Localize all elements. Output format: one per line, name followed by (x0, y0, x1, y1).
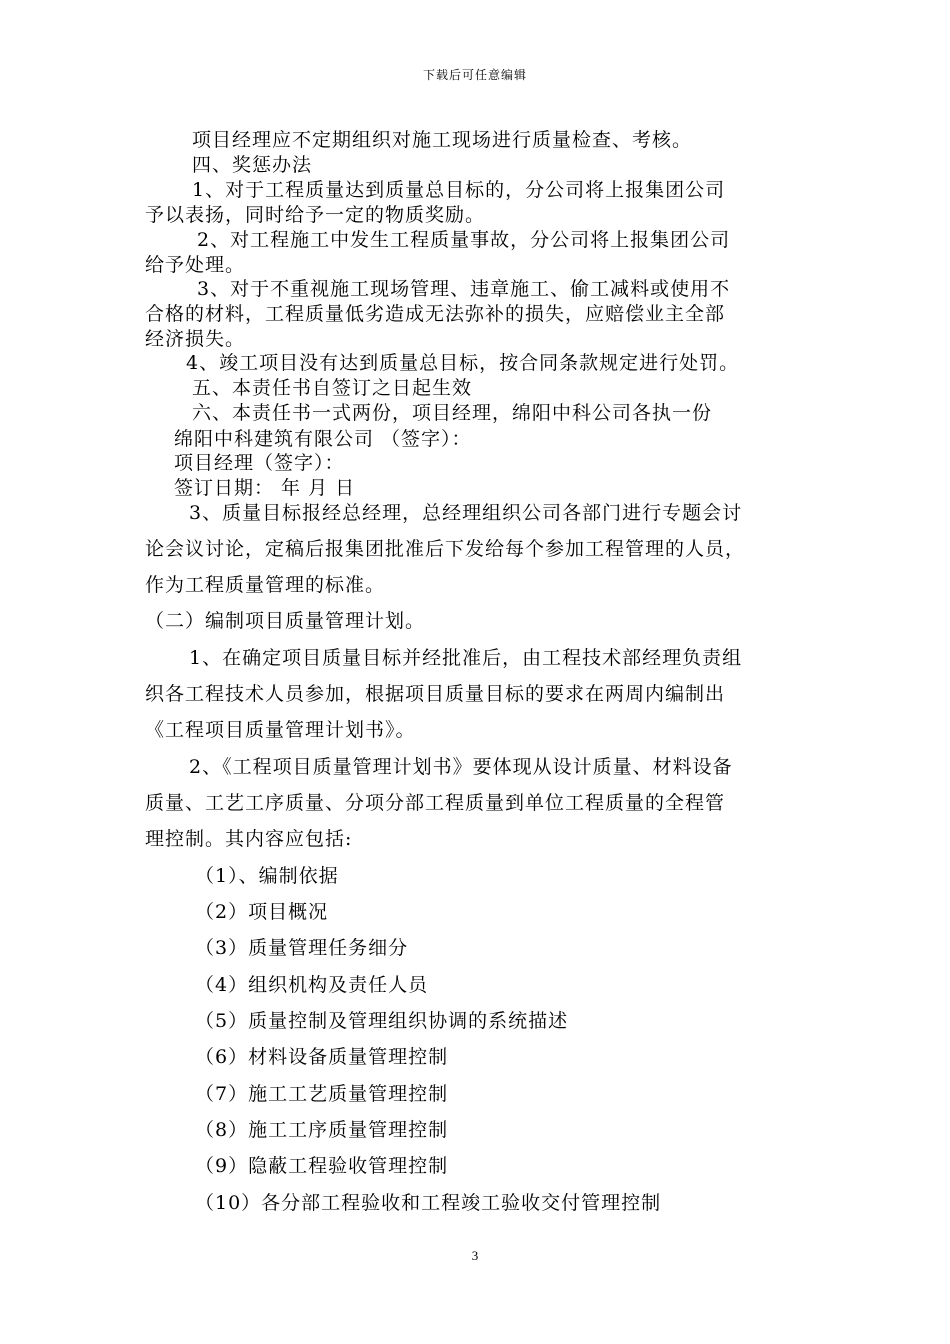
text-line: 予以表扬，同时给予一定的物质奖励。 (145, 204, 486, 226)
list-item: （9）隐蔽工程验收管理控制 (195, 1155, 449, 1177)
list-item: （1）、编制依据 (195, 865, 339, 887)
text-line: 2、对工程施工中发生工程质量事故，分公司将上报集团公司 (197, 229, 731, 251)
section-heading: 四、奖惩办法 (192, 154, 313, 176)
text-line: 《工程项目质量管理计划书》。 (145, 719, 416, 741)
list-item: （6）材料设备质量管理控制 (195, 1046, 449, 1068)
text-line: 2、《工程项目质量管理计划书》要体现从设计质量、材料设备 (189, 756, 733, 778)
text-line: 织各工程技术人员参加，根据项目质量目标的要求在两周内编制出 (145, 683, 726, 705)
text-line: 论会议讨论，定稿后报集团批准后下发给每个参加工程管理的人员， (145, 538, 746, 560)
page-header: 下载后可任意编辑 (422, 68, 527, 82)
signature-date: 签订日期： 年 月 日 (174, 477, 356, 499)
text-line: 1、在确定项目质量目标并经批准后，由工程技术部经理负责组 (189, 647, 743, 669)
list-item: （10）各分部工程验收和工程竣工验收交付管理控制 (195, 1192, 662, 1214)
text-line: 项目经理应不定期组织对施工现场进行质量检查、考核。 (192, 129, 693, 151)
page-number: 3 (471, 1248, 479, 1263)
text-line: 3、对于不重视施工现场管理、违章施工、偷工减料或使用不 (197, 278, 731, 300)
section-heading: （二）编制项目质量管理计划。 (145, 610, 426, 632)
list-item: （8）施工工序质量管理控制 (195, 1119, 449, 1141)
list-item: （4）组织机构及责任人员 (195, 974, 429, 996)
text-line: 合格的材料，工程质量低劣造成无法弥补的损失，应赔偿业主全部 (145, 303, 726, 325)
signature-company: 绵阳中科建筑有限公司 （签字）： (174, 428, 472, 450)
text-line: 给予处理。 (145, 254, 246, 276)
text-line: 质量、工艺工序质量、分项分部工程质量到单位工程质量的全程管 (145, 792, 726, 814)
list-item: （5）质量控制及管理组织协调的系统描述 (195, 1010, 569, 1032)
text-line: 理控制。其内容应包括: (145, 828, 353, 850)
text-line: 1、对于工程质量达到质量总目标的，分公司将上报集团公司 (192, 179, 726, 201)
text-line: 作为工程质量管理的标准。 (145, 574, 386, 596)
text-line: 4、竣工项目没有达到质量总目标，按合同条款规定进行处罚。 (186, 352, 740, 374)
section-heading: 五、本责任书自签订之日起生效 (192, 377, 473, 399)
list-item: （2）项目概况 (195, 901, 329, 923)
list-item: （7）施工工艺质量管理控制 (195, 1083, 449, 1105)
text-line: 3、质量目标报经总经理，总经理组织公司各部门进行专题会讨 (189, 502, 743, 524)
signature-manager: 项目经理（签字）： (174, 452, 345, 474)
list-item: （3）质量管理任务细分 (195, 937, 409, 959)
section-heading: 六、本责任书一式两份，项目经理，绵阳中科公司各执一份 (192, 402, 713, 424)
text-line: 经济损失。 (145, 328, 246, 350)
